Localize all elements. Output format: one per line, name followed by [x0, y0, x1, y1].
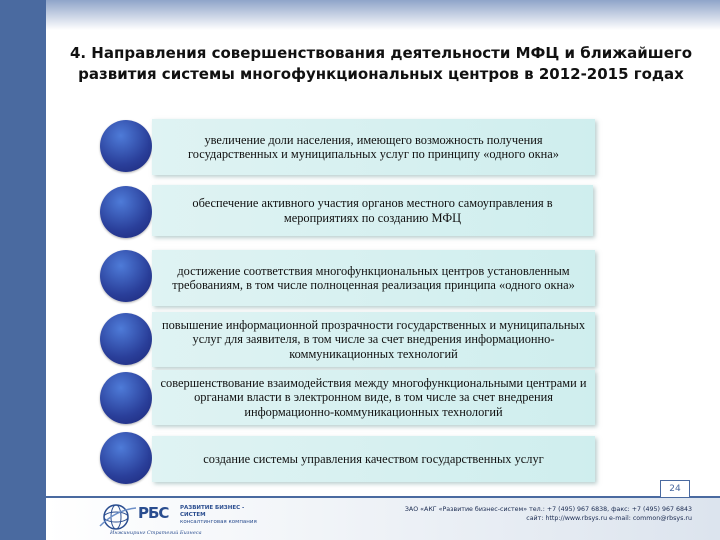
item-text-box: повышение информационной прозрачности государственных и муниципальных услуг для заявителя, в том числе за счет внедрения информационно-коммуникационных технологий — [152, 312, 595, 367]
bullet-circle-icon — [100, 250, 152, 302]
contact-info — [382, 505, 692, 523]
logo-tagline: Инжиниринг Стратегий Бизнеса — [110, 530, 202, 536]
item-text-box: обеспечение активного участия органов местного самоуправления в мероприятиях по созданию МФЦ — [152, 185, 593, 236]
bullet-circle-icon — [100, 313, 152, 365]
logo-subtitle — [180, 505, 268, 526]
header-gradient — [46, 0, 720, 30]
item-text-box: достижение соответствия многофункциональных центров установленным требованиям, в том числе полноценная реализация принципа «одного окна» — [152, 250, 595, 306]
slide-title: 4. Направления совершенствования деятельности МФЦ и ближайшего развития системы многофункциональных центров в 2012-2015 годах — [69, 44, 693, 83]
logo-subtitle-line-1: РАЗВИТИЕ БИЗНЕС - СИСТЕМ — [180, 505, 245, 518]
left-sidebar-band — [0, 0, 46, 540]
item-text-box: совершенствование взаимодействия между многофункциональными центрами и органами власти в электронном виде, в том числе за счет внедрения информационно-коммуникационных технологий — [152, 370, 595, 425]
bullet-circle-icon — [100, 186, 152, 238]
page-number: 24 — [660, 480, 690, 498]
item-text-box: увеличение доли населения, имеющего возможность получения государственных и муниципальных услуг по принципу «одного окна» — [152, 119, 595, 175]
logo-subtitle-line-2: консалтинговая компания — [180, 519, 257, 525]
bullet-circle-icon — [100, 432, 152, 484]
contact-line-2: сайт: http://www.rbsys.ru e-mail: common@rbsys.ru — [526, 515, 692, 522]
globe-logo-icon — [98, 502, 138, 532]
bullet-circle-icon — [100, 120, 152, 172]
footer-divider — [46, 496, 720, 498]
item-text-box: создание системы управления качеством государственных услуг — [152, 436, 595, 482]
company-logo — [98, 500, 268, 538]
bullet-circle-icon — [100, 372, 152, 424]
contact-line-1: ЗАО «АКГ «Развитие бизнес-систем» тел.: +7 (495) 967 6838, факс: +7 (495) 967 6843 — [404, 506, 692, 513]
logo-wordmark: РБС — [138, 504, 169, 522]
